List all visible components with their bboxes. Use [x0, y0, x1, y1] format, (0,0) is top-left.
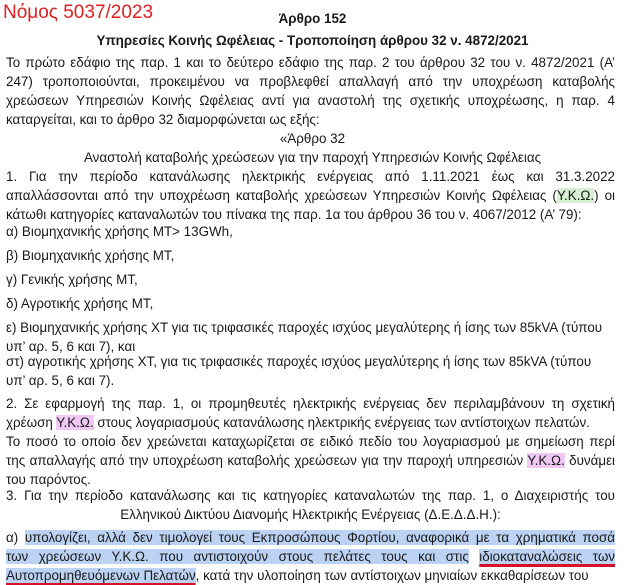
paragraph-2-text: δυνάμει: [564, 453, 616, 468]
list-item: [6, 318, 615, 356]
law-number-label: Νόμος 5037/2023: [3, 2, 154, 23]
paragraph-1-line: κάτωθι κατηγορίες καταναλωτών του πίνακα της παρ. 1α του άρθρου 36 του ν. 4067/2012 (Α’ 79):: [6, 207, 582, 222]
yko-highlight: Υ.Κ.Ω.: [527, 453, 565, 468]
blue-highlight: των χρεώσεων Υ.Κ.Ω. που αντιστοιχούν στους πελάτες τους και στις: [6, 549, 469, 564]
paragraph-2: [6, 394, 615, 489]
yko-highlight: Υ.Κ.Ω.: [56, 415, 94, 430]
list-item: β) Βιομηχανικής χρήσης ΜΤ,: [6, 248, 175, 263]
list-item-line: υπ’ αρ. 5, 6 και 7).: [6, 373, 115, 388]
paragraph-3-line: Ελληνικού Δικτύου Διανομής Ηλεκτρικής Ενέργειας (Δ.Ε.Δ.Δ.Η.):: [120, 507, 501, 522]
quoted-article-subtitle: Αναστολή καταβολής χρεώσεων για την παροχή Υπηρεσιών Κοινής Ωφέλειας: [83, 150, 542, 165]
list-item: [6, 352, 615, 390]
article-title: Άρθρο 152: [278, 11, 347, 26]
intro-line: χρεώσεων Υπηρεσιών Κοινής Ωφέλειας αντί για αναστολή της σχετικής υποχρέωσης, η παρ. 4: [6, 93, 615, 108]
list-item-line: υπ’ αρ. 5, 6 και 7), και: [6, 339, 136, 354]
paragraph-2-text: της απαλλαγής από την υποχρέωση καταβολής χρεώσεων για την παροχή υπηρεσιών: [6, 453, 528, 468]
paragraph-3: [6, 486, 615, 524]
paragraph-3-line: 3. Για την περίοδο κατανάλωσης και τις κατηγορίες καταναλωτών της παρ. 1, ο Διαχειριστής του: [6, 488, 615, 503]
paragraph-3-line: [6, 566, 615, 585]
intro-line: Το πρώτο εδάφιο της παρ. 1 και το δεύτερο εδάφιο της παρ. 2 του άρθρου 32 του ν. 4872/2021 (Α’: [6, 55, 615, 70]
paragraph-3-subitem-a: [6, 528, 615, 585]
quoted-article-title: «Άρθρο 32: [279, 131, 346, 146]
intro-line: καταργείται, και το άρθρο 32 διαμορφώνεται ως εξής:: [6, 112, 320, 127]
paragraph-1-line: [6, 186, 615, 205]
list-item: α) Βιομηχανικής χρήσης ΜΤ> 13GWh,: [6, 224, 233, 239]
intro-line: 247) τροποποιούνται, προκειμένου να προβλεφθεί απαλλαγή από την υποχρέωση καταβολής: [6, 74, 615, 89]
subitem-prefix: α): [6, 530, 25, 545]
paragraph-2-line: [6, 451, 615, 470]
paragraph-2-text: στους λογαριασμούς κατανάλωσης ηλεκτρικής ενέργειας των αντίστοιχων πελατών.: [93, 415, 590, 430]
underlined-highlight: ιδιοκαταναλώσεις των: [479, 549, 615, 564]
list-item: γ) Γενικής χρήσης ΜΤ,: [6, 272, 138, 287]
paragraph-2-line: του παρόντος.: [6, 472, 91, 487]
yko-highlight: Υ.Κ.Ω.: [556, 188, 595, 203]
paragraph-3-line: [6, 528, 615, 547]
list-item: δ) Αγροτικής χρήσης ΜΤ,: [6, 296, 154, 311]
underlined-highlight: Αυτοπρομηθευόμενων Πελατών: [6, 568, 196, 583]
list-item-line: στ) αγροτικής χρήσης ΧΤ, για τις τριφασικές παροχές ισχύος μεγαλύτερης ή ίσης των 85kVA (τύπου: [6, 354, 592, 369]
paragraph-1: [6, 167, 615, 224]
intro-paragraph: [6, 53, 615, 129]
paragraph-1-text: απαλλάσσονται από την υποχρέωση καταβολής χρεώσεων Υπηρεσιών Κοινής Ωφέλειας (: [6, 188, 557, 203]
paragraph-2-text: χρέωση: [6, 415, 57, 430]
paragraph-2-line: 2. Σε εφαρμογή της παρ. 1, οι προμηθευτές ηλεκτρικής ενέργειας δεν περιλαμβάνουν τη σχετική: [6, 396, 615, 411]
paragraph-3-line: [6, 547, 615, 566]
paragraph-2-line: [6, 413, 615, 432]
paragraph-2-line: Το ποσό το οποίο δεν χρεώνεται καταχωρίζεται σε ειδικό πεδίο του λογαριασμού με σημείωση περί: [6, 434, 615, 449]
paragraph-1-text: ) οι: [594, 188, 615, 203]
blue-highlight: υπολογίζει, αλλά δεν τιμολογεί τους Εκπροσώπους Φορτίου, αναφορικά με τα χρηματικά ποσά: [24, 530, 615, 545]
list-item-line: ε) Βιομηχανικής χρήσης ΧΤ για τις τριφασικές παροχές ισχύος μεγαλύτερης ή ίσης των 85kVA (τύπου: [6, 320, 603, 335]
article-subtitle: Υπηρεσίες Κοινής Ωφέλειας - Τροποποίηση άρθρου 32 ν. 4872/2021: [96, 33, 529, 48]
paragraph-1-line: 1. Για την περίοδο κατανάλωσης ηλεκτρικής ενέργειας από 1.11.2021 έως και 31.3.2022: [6, 169, 615, 184]
paragraph-3-text: , κατά την υλοποίηση των αντίστοιχων μηνιαίων εκκαθαρίσεων του: [195, 568, 589, 583]
